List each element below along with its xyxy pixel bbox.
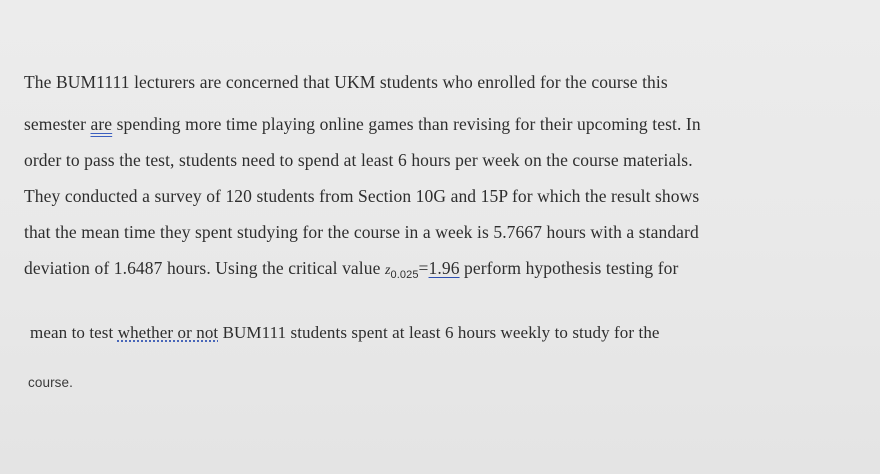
text-segment: mean to test <box>30 323 118 342</box>
z-subscript: 0.025 <box>390 269 419 281</box>
grammar-flag-are: are <box>90 114 113 134</box>
paragraph-line-6 <box>24 258 678 281</box>
z-symbol: z <box>384 263 391 278</box>
paragraph-line-2 <box>24 114 701 135</box>
text-segment: deviation of 1.6487 hours. Using the critical value <box>24 258 385 278</box>
paragraph-line-8: course. <box>28 375 73 390</box>
grammar-flag-whether-or-not: whether or not <box>117 323 219 342</box>
paragraph-line-7 <box>30 323 660 343</box>
text-segment: semester <box>24 114 91 134</box>
text-segment: spending more time playing online games than revising for their upcoming test. In <box>112 114 701 134</box>
paragraph-line-5: that the mean time they spent studying for the course in a week is 5.7667 hours with a standard <box>24 222 699 242</box>
paragraph-line-3: order to pass the test, students need to spend at least 6 hours per week on the course materials. <box>24 150 693 170</box>
equals-sign: = <box>418 258 429 278</box>
text-segment: perform hypothesis testing for <box>459 258 679 278</box>
critical-value: 1.96 <box>428 258 460 278</box>
paragraph-line-1: The BUM1111 lecturers are concerned that UKM students who enrolled for the course this <box>24 72 668 92</box>
text-segment: BUM111 students spent at least 6 hours weekly to study for the <box>218 323 660 342</box>
paragraph-line-4: They conducted a survey of 120 students from Section 10G and 15P for which the result shows <box>24 186 700 206</box>
